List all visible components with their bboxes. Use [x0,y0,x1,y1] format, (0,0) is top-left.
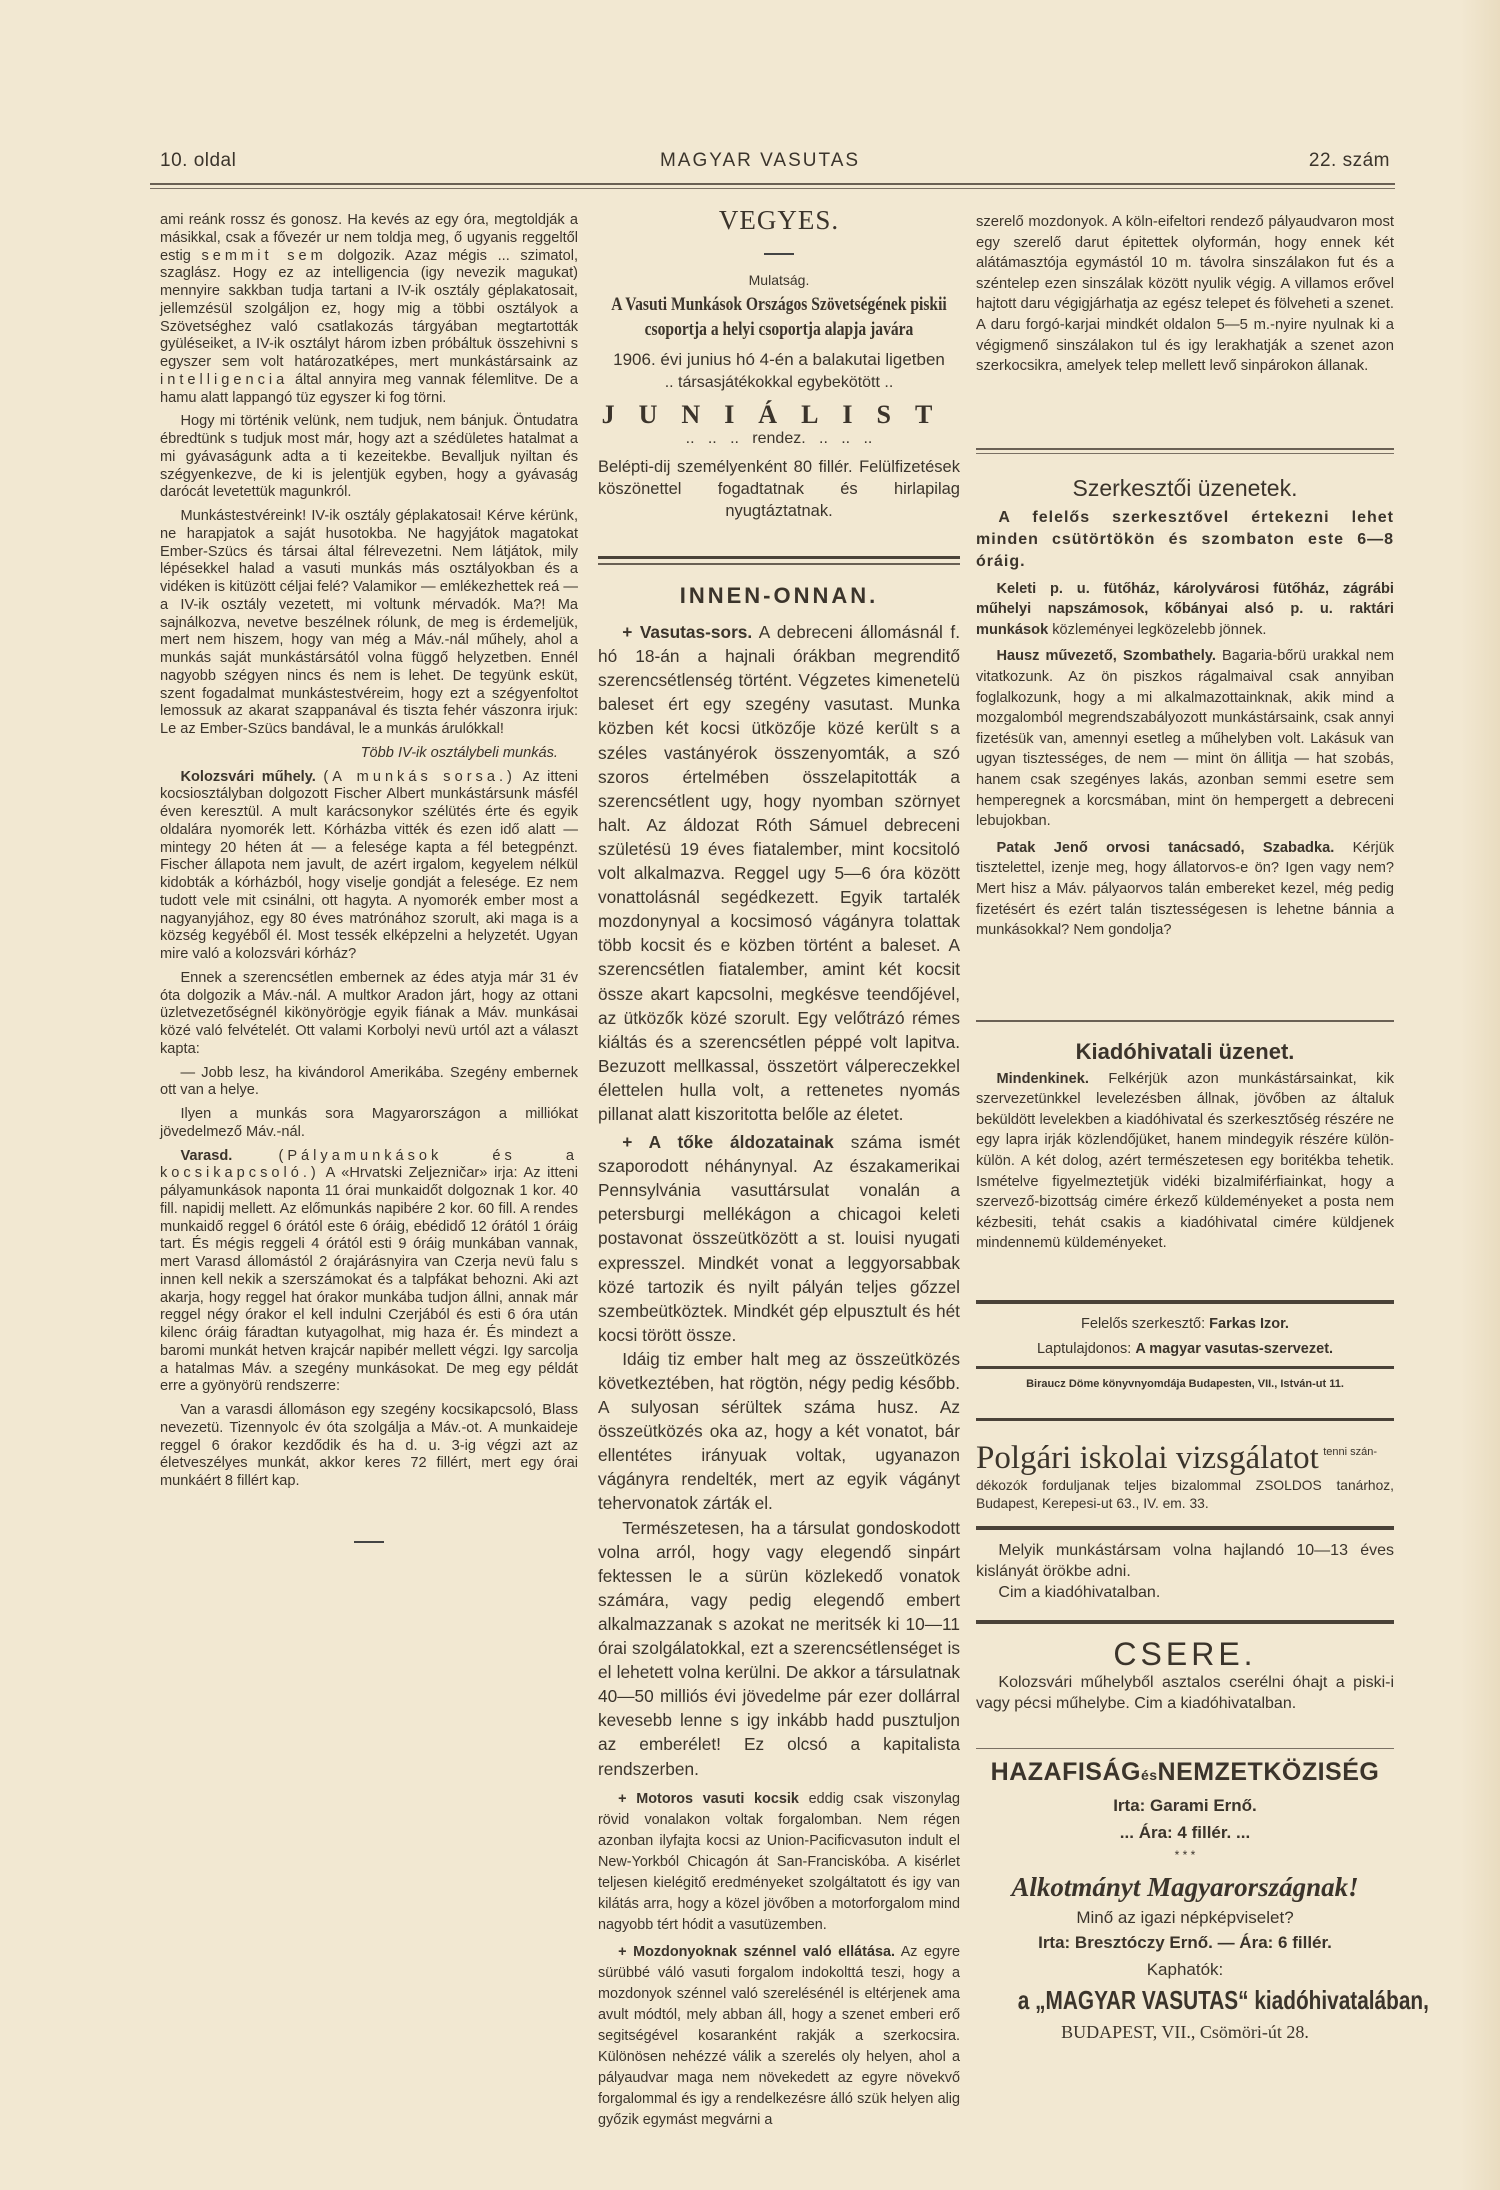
owner-credit: Laptulajdonos: A magyar vasutas-szervezet. [1036,1341,1334,1357]
section-title-vegyes: VEGYES. [718,205,840,235]
address: BUDAPEST, VII., Csömöri-út 28. [1061,2022,1309,2042]
section-rule [976,1526,1394,1530]
book-subtitle: Minő az igazi népképviselet? [1076,1908,1294,1927]
article-paragraph: Van a varasdi állomáson egy szegény kocsikapcsoló, Blass nevezetü. Tizennyolc év óta szolgálja a Máv.-ot. A munkaideje reggel 6 órakor kezdődik és ha d. u. 3-ig végzi azt az életveszélyes munkát, akkor keres 72 fillért, mert egy órai munkáért 8 fillért kap. [160,1402,578,1489]
news-item: + Vasutas-sors. A debreceni állomásnál f. hó 18-án a hajnali órákban megrenditő szerencsétlenség történt. Végzetes kimenetelü baleset ért egy szegény vasutast. Munka közben két kocsi ütközője közé került s a széles vastányérok összenyomták, a szó szoros értelmében összelapitották a szerencsétlent ugy, hogy nyomban szörnyet halt. Az áldozat Róth Sámuel debreceni születésü 19 éves fiatalember, mint kocsitoló volt alkalmazva. Reggel ugy 5—6 óra között vonattolásnál segédkezett. Egyik tartalék mozdonynyal a kocsimosó vágányra tolattak több kocsit és e közben történt a baleset. A szerencsétlen fiatalember, amint két kocsit össze akart kapcsolni, megkésve teendőjével, az ütközők közé szorult. Egy velőtrázó rémes kiáltás és a szerencsétlen péppé volt lapitva. Bezuzott mellkassal, összetört válpereczekkel élettelen hulla volt, a rettenetes nyomás pillanat alatt kiszoritotta belőle az életet. [598,622,960,1124]
page-edge-shadow [1460,0,1500,2190]
section-title-editor-messages: Szerkesztői üzenetek. [1072,475,1298,501]
article-paragraph: Kolozsvári műhely. (A munkás sorsa.) Az itteni kocsiosztályban dolgozott Fischer Albert munkástársunk másfél éven keresztül. A mult karácsonykor szélütés érte és egyik oldalára nyomorék lett. Kórházba vitték és ezen idő alatt — mintegy 20 héten át — a felesége kapta a fél betegpénzt. Fischer állapota nem javult, de azért irgalom, kegyelem nélkül kidobták a kórházból, hogy viselje gondját a felesége. Ez nem tudott vele mit csinálni, ott hagyta. A nyomorék ember most a nagyanyjához, egy 80 éves matrónához szorult, aki maga is a község kegyéből él. Most tessék elképzelni a helyzetét. Ugyan mire való a kolozsvári kórház? [160,768,578,962]
announcement-event: JUNIÁLIST [601,400,957,429]
ad-adoption [976,1540,1394,1603]
divider [598,242,960,260]
section-rule [976,1418,1394,1421]
stars-divider: * * * [1174,1848,1196,1862]
news-item: Idáig tiz ember halt meg az összeütközés következtében, hat rögtön, négy pedig később. A sulyosan sérültek száma husz. Az összeütközés oka az, hogy a két vonatot, bár ellentétes irányuak voltak, ugyanazon vágányra rendelték, mert az egyik vágányt tehervonatok zárták el. [598,1348,960,1514]
section-title-innen-onnan: INNEN-ONNAN. [679,583,879,608]
subsection-title: Mulatság. [748,272,810,288]
ad-text: Kolozsvári műhelyből asztalos cserélni óhajt a piski-i vagy pécsi műhelybe. Cim a kiadóhivatalban. [976,1674,1394,1712]
section-rule [976,448,1394,450]
article-paragraph: Munkástestvéreink! IV-ik osztály géplakatosai! Kérve kérünk, ne harapjatok a saját husotokba. Ne hagyjátok magatokat Ember-Szücs és társai által félrevezetni. Nem látjátok, mily lépésekkel halad a vasuti munkás más osztályokban és a vidéken is kitüzött céljai felé? Valamikor — emlékezhettek reá — a IV-ik osztály vezetett, mi voltunk mérvadók. Ma?! Ma sajnálkozva, nevetve beszélnek rólunk, de meg is érdemeljük, mert nem hiszem, hogy van még a Máv.-nál műhely, ahol a munkás saját munkástársától volna függő helyzetben. Ennél nagyobb szégyen nincs és nem is lehet. De tegyünk esküt, szent fogadalmat munkástestvéreim, hogy ezt a szégyenfoltot lemossuk az akarat szappanával és tiszta fehér vászonra irjuk: Le az Ember-Szücs bandával, le a munkás árulókkal! [160,508,578,737]
newspaper-title: MAGYAR VASUTAS [659,150,861,171]
message: Mindenkinek. Felkérjük azon munkástársainkat, kik szervezetünkkel levelezésben állnak, jövőben az általuk beküldött levelekben a kiadóhivatal és szerkesztőség részére ne egy lapra irják közlendőjüket, hanem mindegyik részére külön-külön. A két dolog, azért természetesen egy boritékba tehetik. Ismételve figyelmeztetjük vidéki bizalmiférfiainkat, hogy a szervező-bizottság cimére érkező küldeményeket a posta nem kézbesiti, tehát csakis a kiadóhivatal cimére küldjenek mindennemü küldeményeket. [976,1070,1394,1252]
message: Patak Jenő orvosi tanácsadó, Szabadka. Kérjük tisztelettel, izenje meg, hogy állatorvos-e ön? Igen vagy nem? Mert hisz a Máv. pályaorvos talán embereket kezel, még pedig fizetésért és ezért talán tisztességesen is lehetne bánnia a munkásokkal? Nem gondolja? [976,839,1394,939]
header-rule [150,183,1395,185]
section-rule [976,1300,1394,1304]
right-column-continuation [976,212,1394,377]
middle-column-top [598,205,960,522]
ad-headline-small: tenni szán- [1323,1446,1378,1458]
editor-credit: Felelős szerkesztő: Farkas Izor. [1081,1316,1289,1332]
announcement-price: Belépti-dij személyenként 80 fillér. Felülfizetések köszönettel fogadtatnak és hirlapilag nyugtáztatnak. [598,458,960,520]
ad-exchange [976,1636,1394,1714]
book-author-price: Irta: Bresztóczy Ernő. — Ára: 6 fillér. [1038,1933,1332,1952]
header-rule-2 [150,188,1395,189]
left-column [160,212,578,1549]
news-item: + Mozdonyoknak szénnel való ellátása. Az egyre sürübbé váló vasuti forgalom indokolttá teszi, hogy a mozdonyok szénnel való szerelésénél is eltérjenek ama avult módtól, mely abban áll, hogy a szenet emberi erő segitségével kosaranként rakják a szerkocsira. Különösen nehézzé válik a szerelés oly helyen, ahol a pályaudvar maga nem növekedett az egyre növekvő forgalommal és igy a rendelkezésre álló szük helyen alig győzik egymást megvárni a [598,1943,960,2128]
article-paragraph: Ilyen a munkás sora Magyarországon a milliókat jövedelmező Máv.-nál. [160,1106,578,1140]
available-where: a „MAGYAR VASUTAS“ kiadóhivatalában, [1017,1985,1429,2015]
ad-text: dékozók forduljanak teljes bizalommal ZSOLDOS tanárhoz, Budapest, Kerepesi-ut 63., IV. em. 33. [976,1478,1394,1511]
editor-note: A felelős szerkesztővel értekezni lehet minden csütörtökön és szombaton este 6—8 óráig. [976,508,1394,570]
announcement-line: .. társasjátékokkal egybekötött .. [664,374,894,391]
article-paragraph: Varasd. (Pályamunkások és a kocsikapcsoló.) A «Hrvatski Zeljezničar» irja: Az itteni pályamunkások naponta 11 órai munkaidőt dolgoznak 1 kor. 40 fill. napidij mellett. Az előmunkás napibére 2 kor. 60 fill. A rendes munkaidő reggel 6 órától este 6 óráig, ebédidő 12 órától 1 óráig tart. És mégis reggeli 4 órától esti 9 óráig munkában vannak, mert Varasd állomástól 2 órajárásnyira van Czerja nevü falu s innen kell nekik a szerszámokat és a talpfákat behozni. Aki azt akarja, hogy reggel hat órakor munkába tudjon állni, annak már reggel négy órakor el kell indulni Czerjából és esti 6 óra után kilenc óráig fáradtan kutyagolhat, mig haza ér. És mindezt a baromi munkát hetven krajcár napibér mellett végzi. Igy sarcolja a hatalmas Máv. a szegény munkásokat. De meg egy példát erre a gyönyörü rendszerre: [160,1147,579,1395]
section-rule [976,1620,1394,1624]
section-rule [976,1748,1394,1749]
news-item: Természetesen, ha a társulat gondoskodott volna arról, hogy vagy elegendő sinpárt fektessen le a sürün közlekedő vonatok számára, vagy pedig elegendő embert alkalmazzanak s azokat ne meritsék ki 10—11 órai szolgálatokkal, ezt a szerencsétlenséget is el lehetett volna kerülni. De akkor a társulatnak 40—50 milliós évi jövedelme pár ezer dollárral kevesebb lenne s igy inkább hadd pusztuljon az emberélet! Ez olcsó a kapitalista rendszerben. [598,1517,960,1779]
book-title-alkotmany: Alkotmányt Magyarországnak! [1011,1872,1359,1902]
available-label: Kaphatók: [1146,1960,1224,1979]
article-paragraph: Hogy mi történik velünk, nem tudjuk, nem bánjuk. Öntudatra ébredtünk s tudjuk most már, hogy azt a szédületes hatalmat a mi gyávaságunk adta a ti kezeitekbe. Bevalljuk nyiltan és szégyenkezve, de ki is jelentjük egyben, hogy a gyávaság darócát levetettük magunkról. [160,413,578,501]
section-rule [598,556,960,559]
ad-address: Cim a kiadóhivatalban. [998,1584,1161,1601]
article-paragraph: Ennek a szerencsétlen embernek az édes atyja már 31 év óta dolgozik a Máv.-nál. A multkor Aradon járt, hogy az ottani üzletvezetőségnél kikönyörögje egyik fiának a Máv. munkásai közé való felvételét. Ott valami Korbolyi nevü urtól azt a választ kapta: [160,969,578,1057]
printer-credit: Biraucz Döme könyvnyomdája Budapesten, VII., István-ut 11. [1026,1378,1344,1390]
article-paragraph: — Jobb lesz, ha kivándorol Amerikába. Szegény embernek ott van a helye. [160,1064,578,1099]
announcement-date: 1906. évi junius hó 4-én a balakutai ligetben [613,350,945,369]
news-item: + A tőke áldozatainak száma ismét szaporodott néhánynyal. Az északamerikai Pennsylvánia vasuttársulat vonalán a petersburgi mellékágon a chicagoi keleti postavonat összeütközött a st. louisi nyugati expresszel. Mindkét vonat a leggyorsabbak közé tartozik és nyilt pályán teljes gőzzel szembeütköztek. Mindkét gép elpusztult és hét kocsi törött össze. [598,1132,960,1345]
article-paragraph: ami reánk rossz és gonosz. Ha kevés az egy óra, megtoldják a másikkal, csak a fővezér ur nem toldja meg, ő ugyanis reggeltől estig semmit sem dolgozik. Azaz mégis ... szimatol, szaglász. Hogy ez az intelligencia (igy nevezik magukat) mennyire sakkban tudja tartani a IV-ik osztály géplakatosait, jellemzésül szolgáljon ez, hogy mig a többi osztályok a Szövetséghez való csatlakozás tárgyában megtartották gyüléseiket, a IV-ik osztályt három izben próbáltuk összehivni s egyszer sem volt határozatképes, mert munkástársaink az intelligencia által annyira meg vannak félemlitve. De a hamu alatt lappangó tüz egyszer ki fog törni. [160,212,578,406]
ad-exchange-title: CSERE. [1113,1636,1257,1672]
announcement-rendez: .. .. .. rendez. .. .. .. [685,430,873,447]
section-title-office-message: Kiadóhivatali üzenet. [1075,1039,1295,1064]
issue-number: 22. szám [1308,150,1390,171]
book-price: ... Ára: 4 fillér. ... [1119,1823,1251,1842]
message: Keleti p. u. fütőház, károlyvárosi fütőház, zágrábi műhelyi napszámosok, kőbányai alsó p. u. raktári munkások közleményei legközelebb jönnek. [976,580,1394,638]
news-item-continued: szerelő mozdonyok. A köln-eifeltori rendező pályaudvaron most egy szerelő darut épitettek olyformán, hogy ennek két alátámasztója egymástól 10 m. távolra sinszálakon fut és a széntelep ezen sinszálak között nyulik végig. A villamos erővel hajtott daru végigjárhatja az egész telepet és fölveheti a szenet. A daru forgó-karjai mindkét oldalon 5—5 m.-nyire nyulnak ki a végigmenő sinszálakon tul és igy lerakhatják a szenet azon szerkocsikra, amelyek telep mellett levő sinpárokon állanak. [976,214,1394,375]
ad-school-exam [976,1440,1394,1513]
section-rule-2 [598,563,960,565]
end-mark [160,1531,578,1549]
ad-headline: Polgári iskolai vizsgálatot [976,1440,1319,1476]
office-messages [976,1039,1394,1254]
news-item: + Motoros vasuti kocsik eddig csak viszonylag rövid vonalakon voltak forgalomban. Nem régen azonban ilyfajta kocsi az Union-Pacificvasuton indult el New-Yorkból Chicagón át San-Franciskóba. A kisérlet teljesen kielégitő eredményeket szolgáltatott és igy van kilátás arra, hogy a közel jövőben a motorforgalom mind nagyobb tért hódit a vasutüzemben. [598,1790,960,1933]
section-rule-2 [976,453,1394,454]
section-rule [976,1366,1394,1369]
article-signature: Több IV-ik osztálybeli munkás. [360,744,558,761]
middle-column-news [598,584,960,2131]
page-number: 10. oldal [160,150,237,171]
editor-messages [976,475,1394,941]
message: Hausz művezető, Szombathely. Bagaria-bőrü urakkal nem vitatkozunk. Az ön piszkos rágalmaival csak annyiban foglalkozunk, hogy a mi alkalmazottainknak, akik mind a mozgalomból megrendszabályozott munkástársaink, csak annyi fizetésük van, amennyi esetleg a műhelyben volt. Lakásuk van ugyan tisztességes, de nem — mint ön állitja — hat szobás, hanem csak szegényes lakás, azonban semmi esetre sem hemperegnek a korcsmában, mint ön hempergett a debreceni lebujokban. [976,648,1394,830]
ad-text: Melyik munkástársam volna hajlandó 10—13 éves kislányát örökbe adni. [976,1542,1394,1580]
book-title-hazafisag: HAZAFISÁGésNEMZETKÖZISÉG [990,1758,1380,1786]
section-rule [976,1020,1394,1022]
book-author: Irta: Garami Ernő. [1113,1796,1257,1815]
announcement-title: A Vasuti Munkások Országos Szövetségének piskii csoportja a helyi csoportja alapja javára [611,294,947,340]
